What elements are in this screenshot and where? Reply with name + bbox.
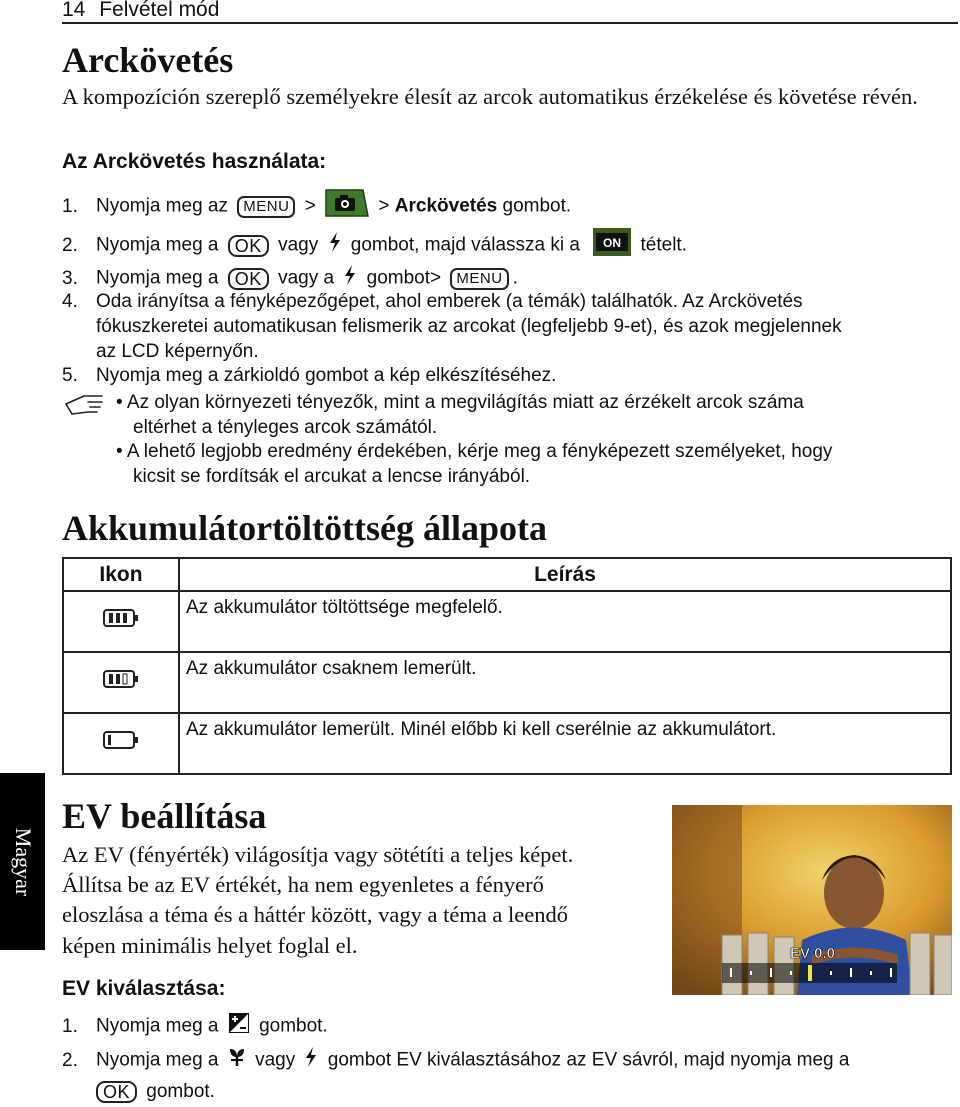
on-badge-icon — [593, 228, 631, 263]
menu-key: MENU — [237, 196, 295, 218]
flash-icon — [343, 264, 357, 293]
ev-slider-marker — [808, 965, 812, 981]
battery-title: Akkumulátortöltöttség állapota — [62, 508, 547, 548]
language-label: Magyar — [10, 827, 36, 896]
battery-desc: Az akkumulátor töltöttsége megfelelő. — [179, 591, 951, 652]
battery-table — [62, 557, 952, 775]
face-tracking-intro: A kompozíción szereplő személyekre élesít az arcok automatikus érzékelése és követése révén. — [62, 84, 918, 109]
flash-icon — [304, 1046, 318, 1075]
menu-key: MENU — [450, 268, 508, 290]
table-row — [63, 713, 951, 774]
ev-example-photo — [672, 805, 952, 995]
note-2-line-2: kicsit se fordítsák el arcukat a lencse irányából. — [133, 466, 531, 487]
ev-step-1: 1. Nyomja meg a gombot. — [62, 1012, 328, 1041]
ev-step-2-line-2: OK gombot. — [96, 1080, 215, 1104]
step-3: 3. Nyomja meg a OK vagy a gombot> MENU . — [62, 264, 518, 293]
usage-heading: Az Arckövetés használata: — [62, 150, 327, 173]
ev-paragraph-line-2: Állítsa be az EV értékét, ha nem egyenletes a fényerő — [62, 872, 544, 897]
battery-low-icon — [63, 652, 179, 713]
macro-icon — [228, 1047, 246, 1074]
ok-key: OK — [228, 268, 269, 290]
ev-paragraph-line-3: eloszlása a téma és a háttér között, vagy a téma a leendő — [62, 902, 569, 927]
step-4: 4. Oda irányítsa a fényképezőgépet, ahol emberek (a témák) találhatók. Az Arckövetés — [62, 291, 803, 312]
battery-desc: Az akkumulátor lemerült. Minél előbb ki kell cserélnie az akkumulátort. — [179, 713, 951, 774]
table-row — [63, 591, 951, 652]
camera-icon — [325, 189, 369, 224]
section-title: Felvétel mód — [99, 0, 220, 21]
col-icon-header: Ikon — [63, 558, 179, 591]
table-header-row — [63, 558, 951, 591]
page-header — [62, 0, 958, 24]
step-4-line-2: fókuszkeretei automatikusan felismerik az arcokat (legfeljebb 9-et), és azok megjelennek — [96, 316, 842, 337]
hand-note-icon — [64, 394, 104, 421]
battery-empty-icon — [63, 713, 179, 774]
ev-step-2: 2. Nyomja meg a vagy gombot EV kiválasztásához az EV sávról, majd nyomja meg a — [62, 1046, 849, 1075]
step-2: 2. Nyomja meg a OK vagy gombot, majd válassza ki a ON tételt. — [62, 228, 687, 263]
note-1-line-2: eltérhet a tényleges arcok számától. — [133, 417, 438, 438]
page-number: 14 — [62, 0, 86, 21]
exposure-icon — [228, 1012, 250, 1041]
note-2: • A lehető legjobb eredmény érdekében, kérje meg a fényképezett személyeket, hogy — [116, 441, 833, 462]
table-row — [63, 652, 951, 713]
ok-key: OK — [228, 235, 269, 257]
note-1: • Az olyan környezeti tényezők, mint a megvilágítás miatt az érzékelt arcok száma — [116, 392, 804, 413]
battery-full-icon — [63, 591, 179, 652]
step-5: 5. Nyomja meg a zárkioldó gombot a kép elkészítéséhez. — [62, 365, 557, 386]
language-tab — [0, 773, 45, 950]
face-tracking-title: Arckövetés — [62, 40, 234, 80]
battery-desc: Az akkumulátor csaknem lemerült. — [179, 652, 951, 713]
ev-select-heading: EV kiválasztása: — [62, 977, 226, 1000]
col-desc-header: Leírás — [179, 558, 951, 591]
ev-paragraph-line-4: képen minimális helyet foglal el. — [62, 933, 358, 958]
ev-value-label: EV 0.0 — [790, 945, 836, 962]
ok-key: OK — [96, 1081, 137, 1103]
step-1: 1. Nyomja meg az MENU > > Arckövetés gombot. — [62, 189, 571, 224]
ev-title: EV beállítása — [62, 796, 267, 836]
ev-paragraph-line-1: Az EV (fényérték) világosítja vagy sötétíti a teljes képet. — [62, 842, 574, 867]
flash-icon — [328, 231, 342, 260]
on-badge-label: ON — [603, 236, 622, 250]
step-4-line-3: az LCD képernyőn. — [96, 341, 259, 362]
